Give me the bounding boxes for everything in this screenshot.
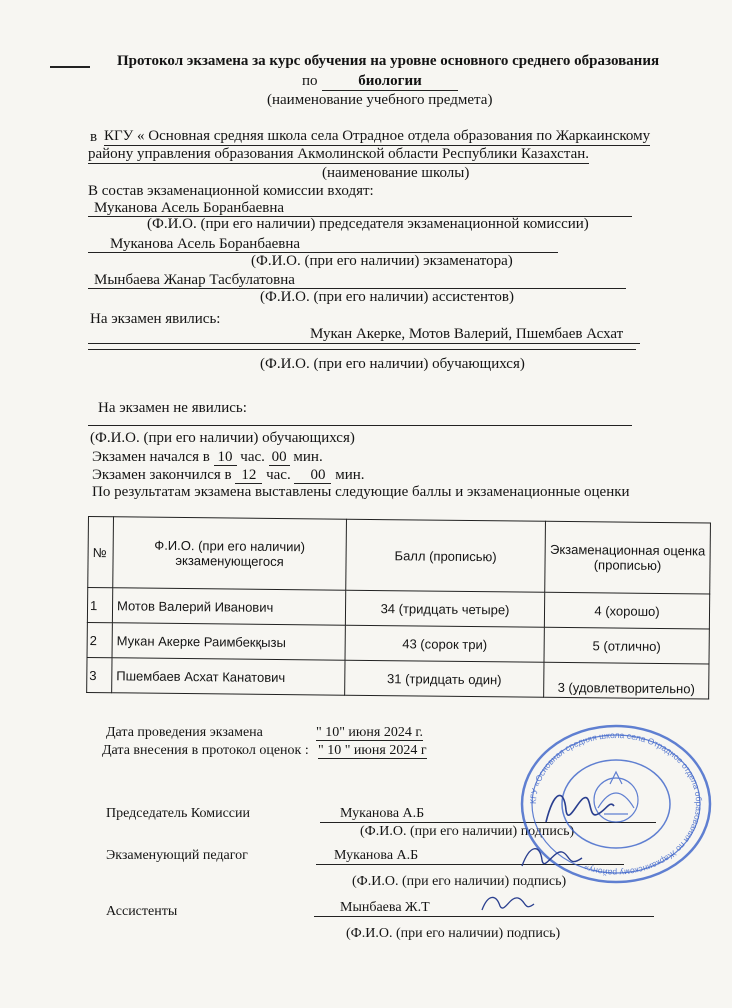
stamp-ring-text: КГУ «Основная средняя школа села Отрадное отдела образования по Жаркаинскому району» bbox=[527, 729, 705, 879]
subject-caption: (наименование учебного предмета) bbox=[267, 92, 493, 108]
examiner-caption: (Ф.И.О. (при его наличии) экзаменатора) bbox=[251, 253, 513, 269]
assistant-full-name: Мынбаева Жанар Тасбулатовна bbox=[94, 272, 295, 288]
present-label: На экзамен явились: bbox=[90, 311, 221, 327]
present-underline-2 bbox=[88, 349, 636, 350]
teacher-role: Экзаменующий педагог bbox=[106, 848, 248, 863]
row-num: 2 bbox=[87, 622, 112, 657]
teacher-signature-caption: (Ф.И.О. (при его наличии) подпись) bbox=[352, 874, 567, 889]
subject-name: биологии bbox=[322, 73, 458, 91]
absent-label: На экзамен не явились: bbox=[98, 400, 247, 416]
chair-caption: (Ф.И.О. (при его наличии) председателя экзаменационной комиссии) bbox=[147, 216, 589, 232]
row-num: 3 bbox=[87, 657, 112, 692]
end-hour: 12 bbox=[235, 467, 262, 484]
row-student-name: Пшембаев Асхат Канатович bbox=[112, 658, 345, 695]
row-grade: 4 (хорошо) bbox=[544, 592, 709, 629]
chair-signature-mark bbox=[540, 780, 620, 840]
exam-date: " 10" июня 2024 г. bbox=[316, 725, 423, 740]
row-student-name: Мотов Валерий Иванович bbox=[112, 588, 345, 625]
school-prefix: в bbox=[90, 129, 98, 145]
chair-full-name: Муканова Асель Боранбаевна bbox=[94, 200, 285, 216]
chair-signature-caption: (Ф.И.О. (при его наличии) подпись) bbox=[360, 824, 575, 839]
row-score: 43 (сорок три) bbox=[345, 625, 544, 662]
row-grade: 3 (удовлетворительно) bbox=[544, 662, 709, 699]
end-hour-unit: час. bbox=[266, 467, 291, 483]
entry-date: " 10 " июня 2024 г bbox=[318, 743, 427, 758]
header-name: Ф.И.О. (при его наличии) экзаменующегося bbox=[113, 517, 347, 590]
chair-role: Председатель Комиссии bbox=[106, 806, 250, 821]
assistants-role: Ассистенты bbox=[106, 904, 178, 919]
results-intro: По результатам экзамена выставлены следующие баллы и экзаменационные оценки bbox=[92, 484, 630, 500]
exam-start-line bbox=[92, 449, 323, 466]
header-num: № bbox=[88, 517, 114, 588]
teacher-short-name: Муканова А.Б bbox=[334, 848, 419, 863]
school-line-2: району управления образования Акмолинской области Республики Казахстан. bbox=[88, 146, 590, 162]
start-minute: 00 bbox=[269, 449, 290, 466]
entry-date-value bbox=[318, 743, 427, 759]
start-minute-unit: мин. bbox=[293, 449, 323, 465]
chair-short-name: Муканова А.Б bbox=[340, 806, 425, 821]
row-score: 31 (тридцать один) bbox=[345, 660, 544, 697]
teacher-signature-mark bbox=[518, 836, 588, 876]
table-row bbox=[87, 657, 709, 699]
row-grade: 5 (отлично) bbox=[544, 627, 709, 664]
document-title: Протокол экзамена за курс обучения на уровне основного среднего образования bbox=[117, 53, 660, 69]
examiner-full-name: Муканова Асель Боранбаевна bbox=[110, 236, 301, 252]
row-score: 34 (тридцать четыре) bbox=[345, 590, 544, 627]
header-grade: Экзаменационная оценка (прописью) bbox=[545, 521, 711, 594]
subject-prefix: по bbox=[302, 73, 318, 89]
assistants-short-name: Мынбаева Ж.Т bbox=[340, 900, 430, 915]
assistant-signature-mark bbox=[478, 888, 538, 918]
end-minute: 00 bbox=[294, 467, 331, 484]
school-caption: (наименование школы) bbox=[322, 165, 470, 181]
margin-dash bbox=[50, 66, 90, 68]
row-num: 1 bbox=[87, 588, 112, 623]
start-prefix: Экзамен начался в bbox=[92, 449, 210, 465]
absent-underline bbox=[88, 425, 632, 426]
present-names: Мукан Акерке, Мотов Валерий, Пшембаев Асхат bbox=[310, 326, 624, 342]
exam-end-line bbox=[92, 467, 365, 484]
table-header-row bbox=[88, 517, 711, 595]
present-underline-1 bbox=[88, 343, 640, 344]
commission-intro: В состав экзаменационной комиссии входят: bbox=[88, 183, 374, 199]
assistant-caption: (Ф.И.О. (при его наличии) ассистентов) bbox=[260, 289, 515, 305]
present-caption: (Ф.И.О. (при его наличии) обучающихся) bbox=[260, 356, 525, 372]
row-student-name: Мукан Акерке Раимбекқызы bbox=[112, 623, 345, 660]
exam-date-value bbox=[316, 725, 423, 741]
start-hour-unit: час. bbox=[240, 449, 265, 465]
assistants-signature-caption: (Ф.И.О. (при его наличии) подпись) bbox=[346, 926, 561, 941]
end-prefix: Экзамен закончился в bbox=[92, 467, 232, 483]
end-minute-unit: мин. bbox=[335, 467, 365, 483]
absent-caption: (Ф.И.О. (при его наличии) обучающихся) bbox=[90, 430, 355, 446]
start-hour: 10 bbox=[214, 449, 237, 466]
header-score: Балл (прописью) bbox=[346, 519, 546, 592]
entry-date-label: Дата внесения в протокол оценок : bbox=[102, 743, 309, 758]
grades-table bbox=[86, 516, 711, 700]
exam-date-label: Дата проведения экзамена bbox=[106, 725, 263, 740]
school-line-1: КГУ « Основная средняя школа села Отрадное отдела образования по Жаркаинскому bbox=[104, 128, 651, 144]
